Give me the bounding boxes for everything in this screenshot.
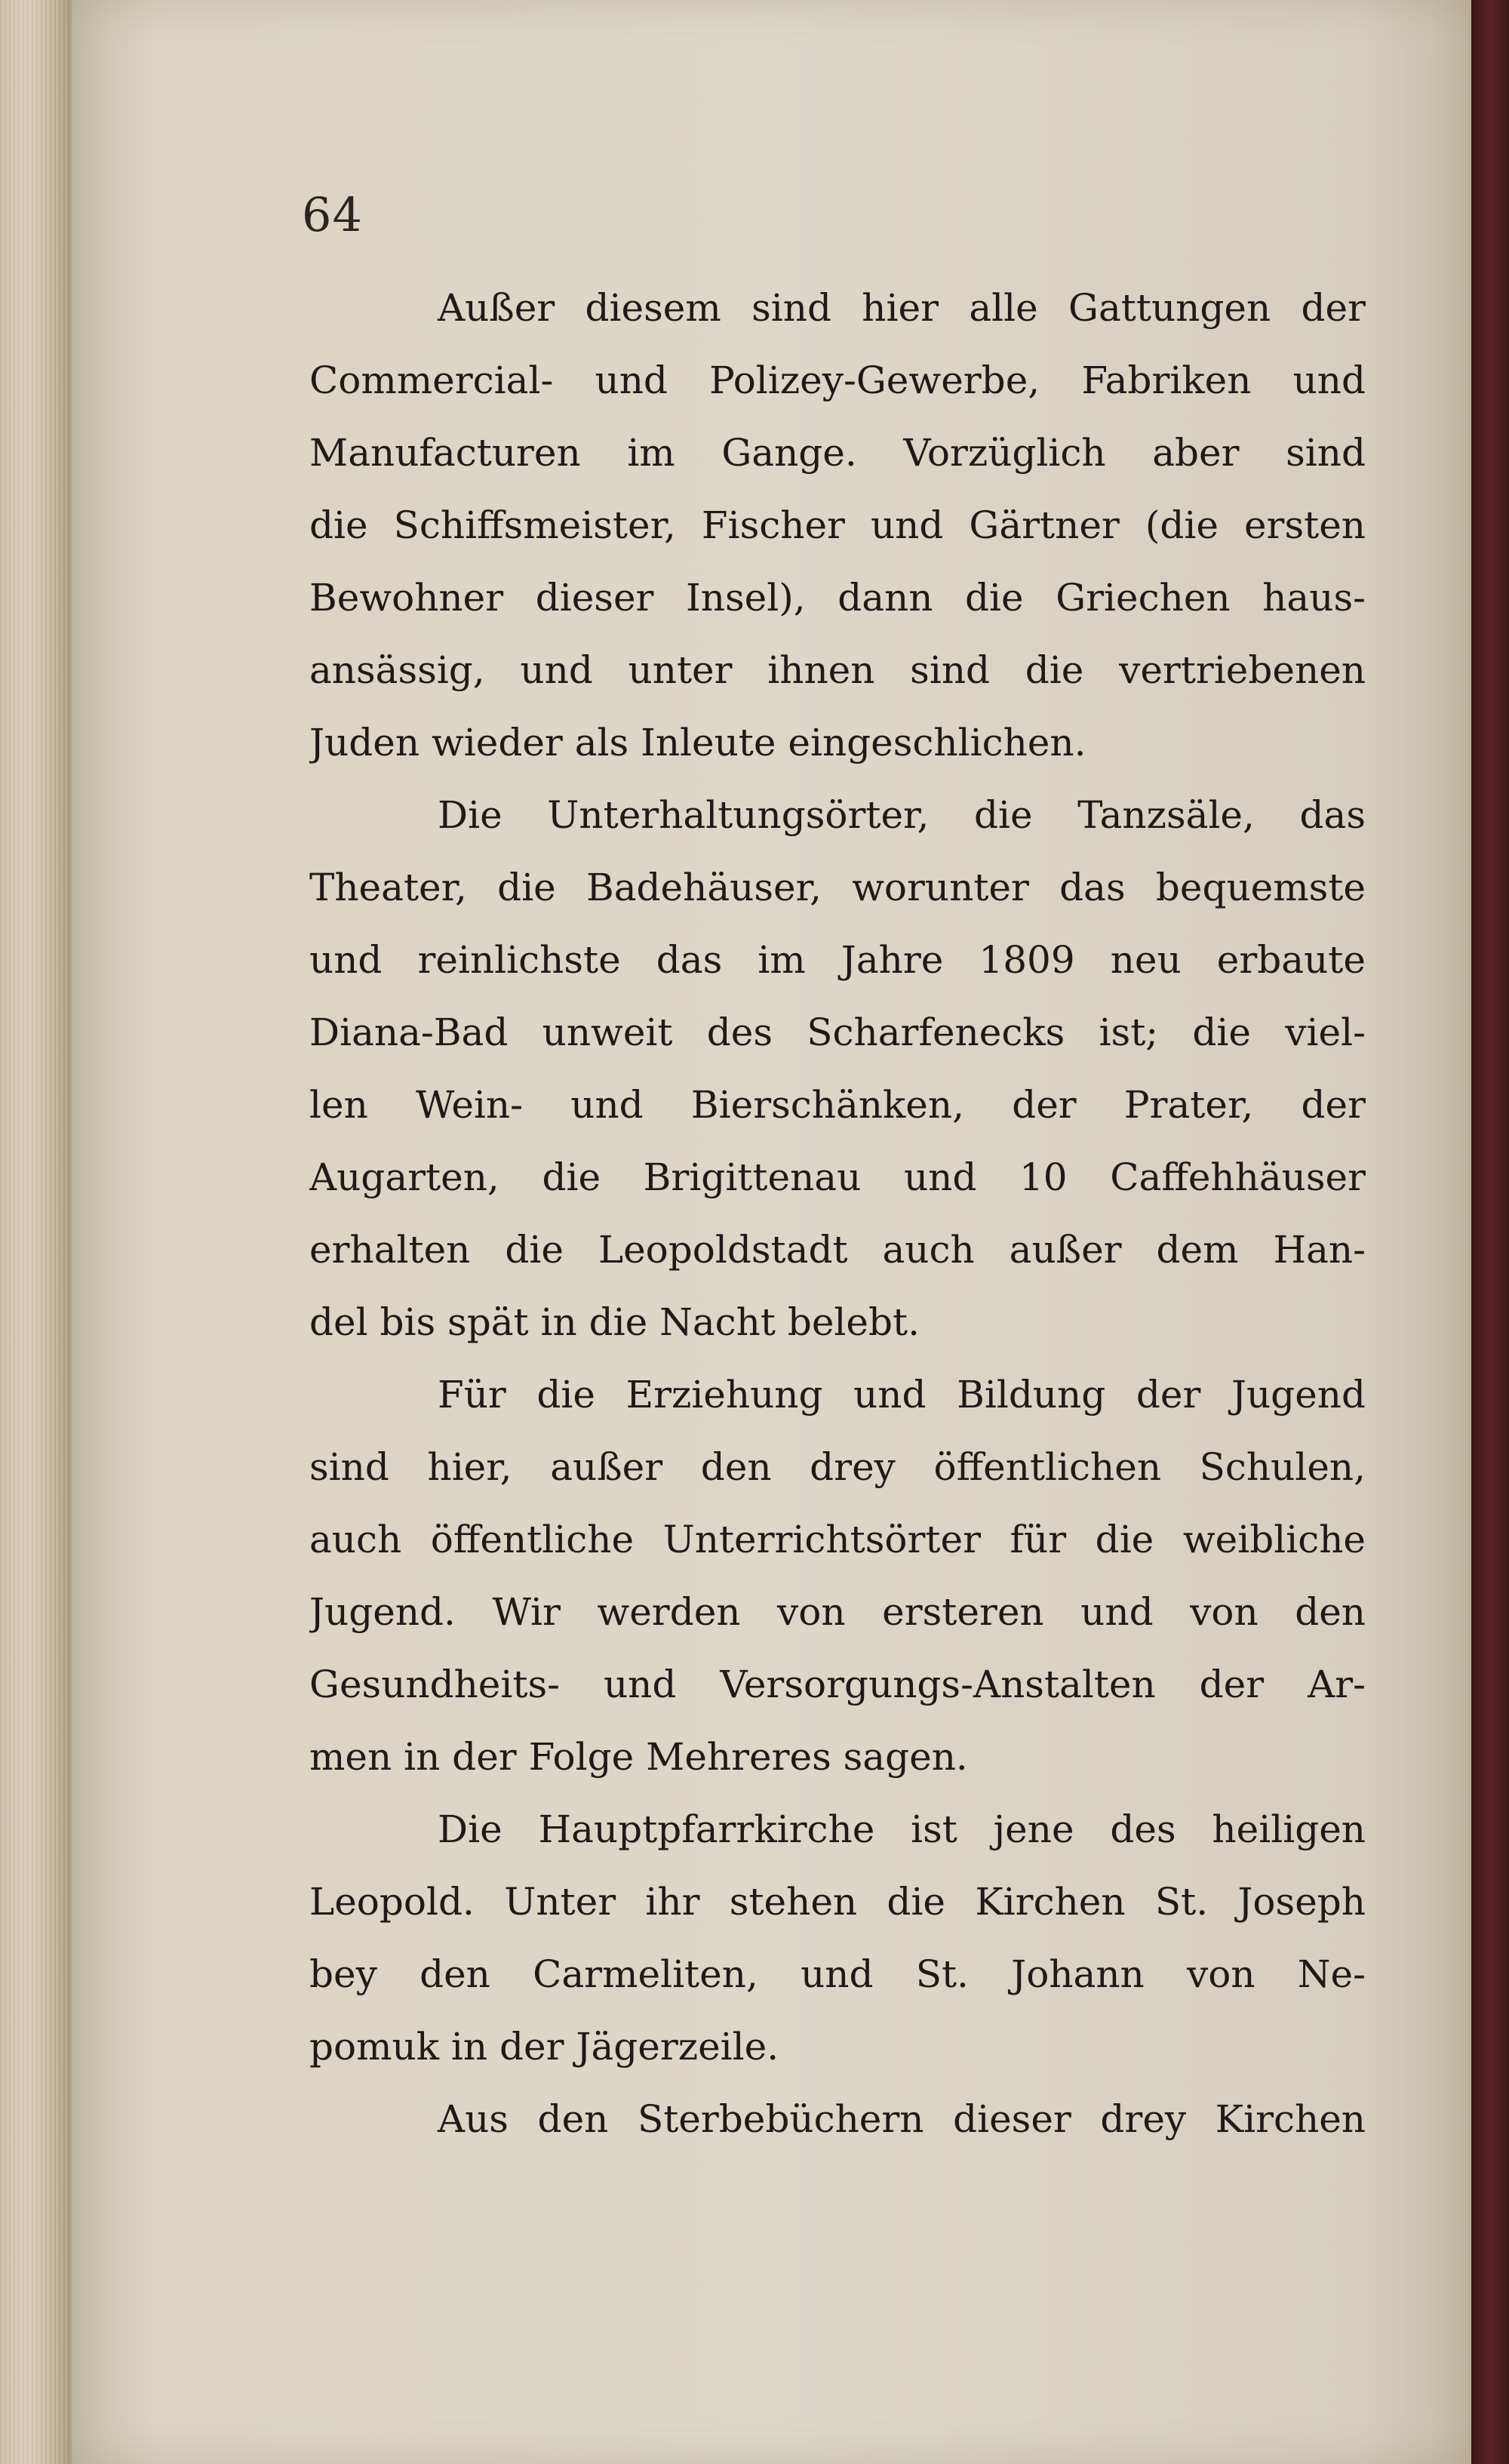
text-line: erhalten die Leopoldstadt auch außer dem Han- [309, 1228, 1366, 1272]
text-line: pomuk in der Jägerzeile. [309, 2025, 779, 2069]
book-spine [0, 0, 72, 2464]
text-line: Theater, die Badehäuser, worunter das bequemste [309, 866, 1366, 909]
text-line: bey den Carmeliten, und St. Johann von Ne- [309, 1952, 1366, 1996]
text-line: len Wein- und Bierschänken, der Prater, der [309, 1083, 1366, 1127]
text-line: Aus den Sterbebüchern dieser drey Kirchen [438, 2097, 1366, 2141]
text-line: und reinlichste das im Jahre 1809 neu erbaute [309, 938, 1366, 982]
text-line: Gesundheits- und Versorgungs-Anstalten der Ar- [309, 1663, 1366, 1706]
text-line: Commercial- und Polizey-Gewerbe, Fabriken und [309, 358, 1366, 402]
text-line: Die Hauptpfarrkirche ist jene des heiligen [438, 1807, 1366, 1851]
text-line: Für die Erziehung und Bildung der Jugend [438, 1373, 1366, 1417]
text-line: Außer diesem sind hier alle Gattungen der [438, 286, 1366, 330]
text-line: Die Unterhaltungsörter, die Tanzsäle, das [438, 793, 1366, 837]
text-line: Manufacturen im Gange. Vorzüglich aber sind [309, 431, 1366, 475]
text-line: auch öffentliche Unterrichtsörter für die weibliche [309, 1518, 1366, 1561]
text-line: Diana-Bad unweit des Scharfenecks ist; die viel- [309, 1011, 1366, 1054]
text-line: Jugend. Wir werden von ersteren und von den [309, 1590, 1366, 1634]
text-line: ansässig, und unter ihnen sind die vertriebenen [309, 648, 1366, 692]
page-number: 64 [302, 187, 363, 242]
text-line: Bewohner dieser Insel), dann die Griechen haus- [309, 576, 1366, 620]
text-line: men in der Folge Mehreres sagen. [309, 1735, 968, 1779]
text-line: Augarten, die Brigittenau und 10 Caffehhäuser [309, 1155, 1366, 1199]
page-text [309, 272, 1366, 2155]
text-line: Leopold. Unter ihr stehen die Kirchen St. Joseph [309, 1880, 1366, 1924]
book-cover-edge [1471, 0, 1509, 2464]
text-line: del bis spät in die Nacht belebt. [309, 1300, 920, 1344]
text-line: Juden wieder als Inleute eingeschlichen. [309, 721, 1086, 764]
text-line: sind hier, außer den drey öffentlichen Schulen, [309, 1445, 1366, 1489]
text-line: die Schiffsmeister, Fischer und Gärtner (die ersten [309, 503, 1366, 547]
